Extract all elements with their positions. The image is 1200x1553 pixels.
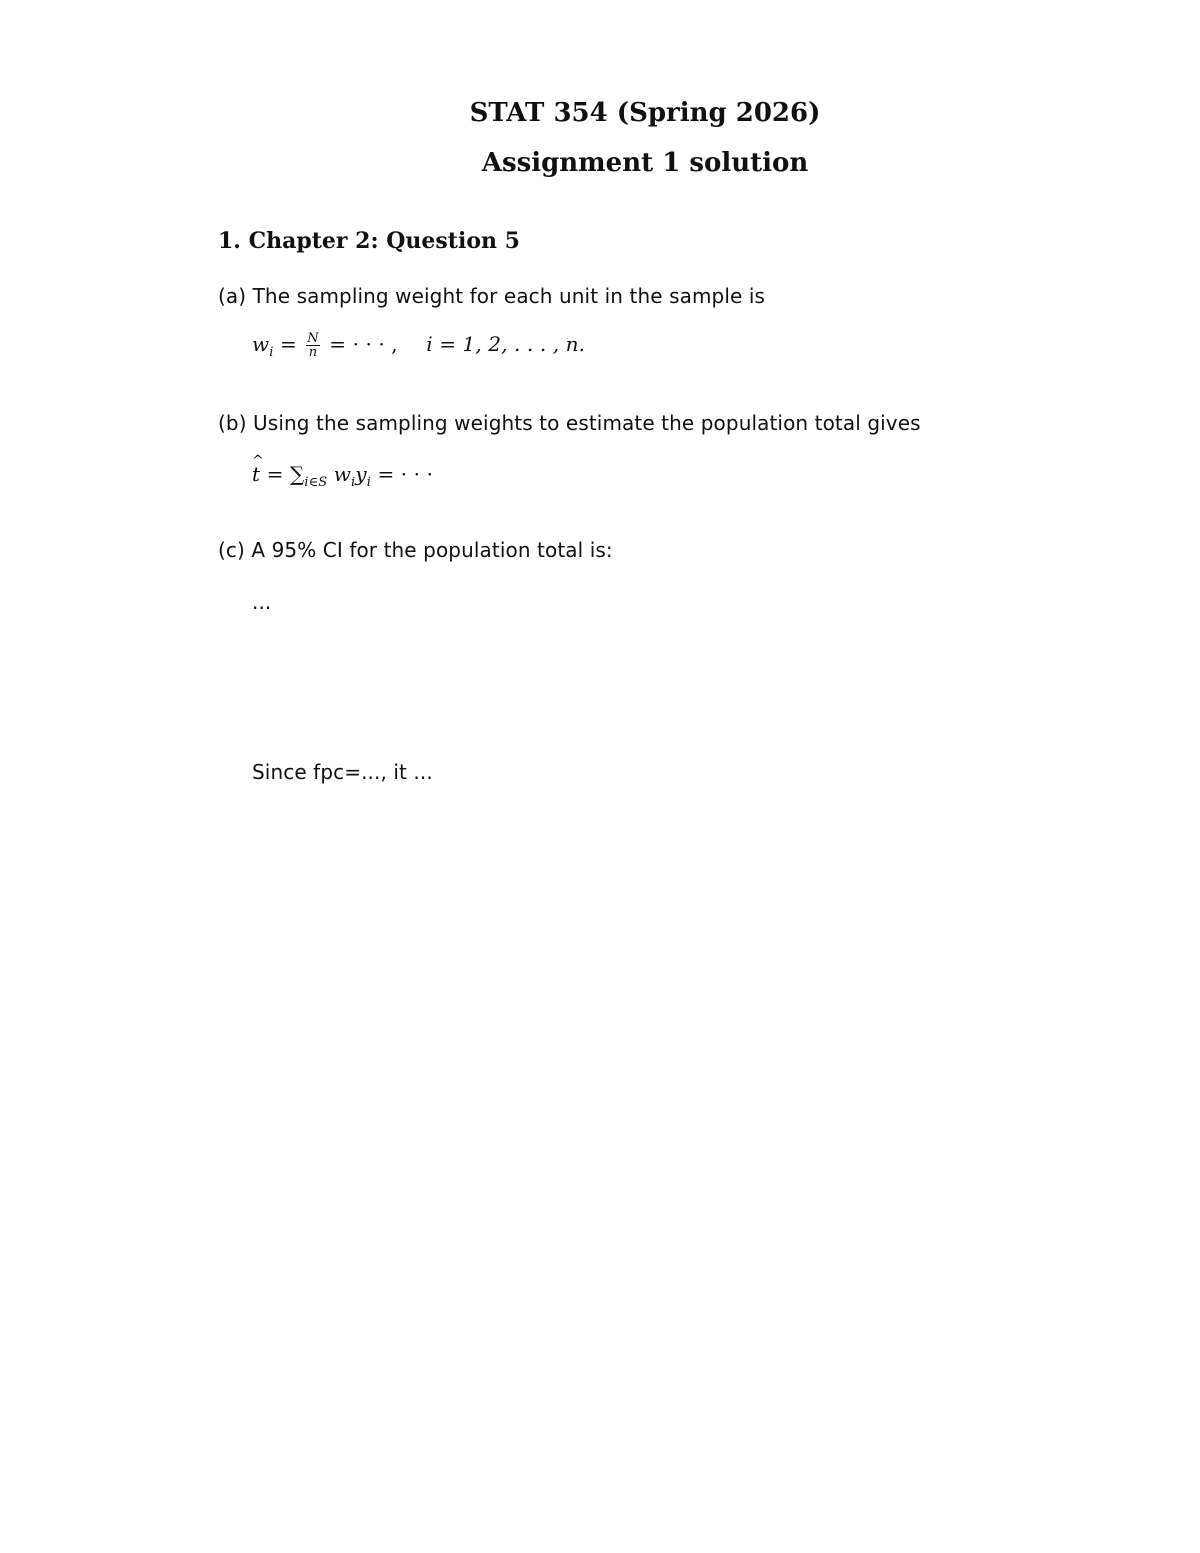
equals-sign: = — [266, 462, 284, 486]
section-heading: 1. Chapter 2: Question 5 — [218, 228, 520, 254]
formula-rhs: = · · · — [377, 462, 434, 486]
part-a-formula — [252, 332, 585, 360]
index-range: i = 1, 2, . . . , n. — [426, 332, 586, 356]
part-b-formula — [252, 462, 433, 490]
fraction-n-over-n: $\frac{N}{n}$ — [307, 331, 319, 360]
sum-symbol: $\sum_{i\in S}$ — [289, 462, 328, 490]
part-c-label: (c) A 95% CI for the population total is: — [218, 538, 613, 562]
weight-symbol: $w_i$ — [252, 332, 274, 360]
t-hat-symbol: ^ t — [252, 462, 260, 486]
weight-y-product: $w_iy_i$ — [333, 462, 371, 490]
formula-rhs: = · · · , — [329, 332, 398, 356]
part-b-label: (b) Using the sampling weights to estimate the population total gives — [218, 411, 921, 435]
part-a-label: (a) The sampling weight for each unit in the sample is — [218, 284, 766, 308]
part-c-conclusion: Since fpc=..., it ... — [252, 760, 433, 784]
document-title: STAT 354 (Spring 2026) — [469, 98, 821, 128]
document-subtitle: Assignment 1 solution — [481, 148, 809, 178]
part-c-ellipsis: ... — [252, 590, 272, 614]
equals-sign: = — [279, 332, 297, 356]
